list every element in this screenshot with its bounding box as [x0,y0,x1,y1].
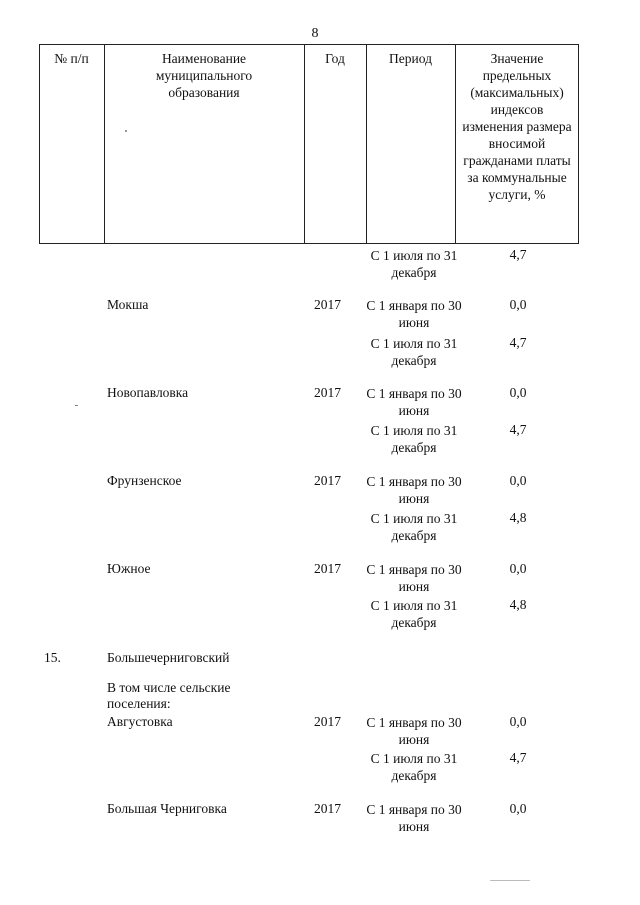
index-value: 0,0 [509,714,527,729]
index-value: 0,0 [509,801,527,816]
header-year: Год [325,51,345,66]
period: С 1 июля по 31 декабря [370,751,458,783]
settlement-name: Фрунзенское [107,473,182,488]
index-value: 4,7 [509,750,527,765]
year: 2017 [314,801,341,816]
period: С 1 июля по 31 декабря [370,423,458,455]
period: С 1 января по 30 июня [366,802,462,834]
settlement-name: Южное [107,561,151,576]
period: С 1 января по 30 июня [366,562,462,594]
header-index-value: Значение предельных (максимальных) индексов изменения размера вносимой гражданами платы за коммунальные услуги, % [462,51,572,202]
settlement-name: Новопавловка [107,385,189,400]
index-value: 4,8 [509,510,527,525]
index-value: 4,8 [509,597,527,612]
item-number: 15. [44,650,61,665]
header-number: № п/п [54,51,89,66]
period: С 1 июля по 31 декабря [370,336,458,368]
period: С 1 января по 30 июня [366,715,462,747]
header-municipality: Наименование муниципального образования [155,51,253,100]
settlement-name: Мокша [107,297,149,312]
settlement-name: Августовка [107,714,173,729]
year: 2017 [314,385,341,400]
index-value: 4,7 [509,247,527,262]
index-value: 4,7 [509,335,527,350]
index-value: 0,0 [509,473,527,488]
page-number: 8 [311,26,319,41]
year: 2017 [314,297,341,312]
period: С 1 января по 30 июня [366,474,462,506]
index-value: 4,7 [509,422,527,437]
year: 2017 [314,714,341,729]
district-name: Большечерниговский [107,650,230,665]
period: С 1 июля по 31 декабря [370,248,458,280]
index-value: 0,0 [509,385,527,400]
period: С 1 июля по 31 декабря [370,598,458,630]
period: С 1 января по 30 июня [366,386,462,418]
scan-speck [490,880,530,881]
year: 2017 [314,473,341,488]
period: С 1 января по 30 июня [366,298,462,330]
scan-speck [75,405,78,406]
scan-speck [125,130,127,132]
period: С 1 июля по 31 декабря [370,511,458,543]
settlement-name: Большая Черниговка [107,801,227,816]
table-header [39,44,579,244]
header-period: Период [389,51,432,66]
subsettlements-note: В том числе сельские поселения: [107,680,231,711]
year: 2017 [314,561,341,576]
index-value: 0,0 [509,297,527,312]
index-value: 0,0 [509,561,527,576]
